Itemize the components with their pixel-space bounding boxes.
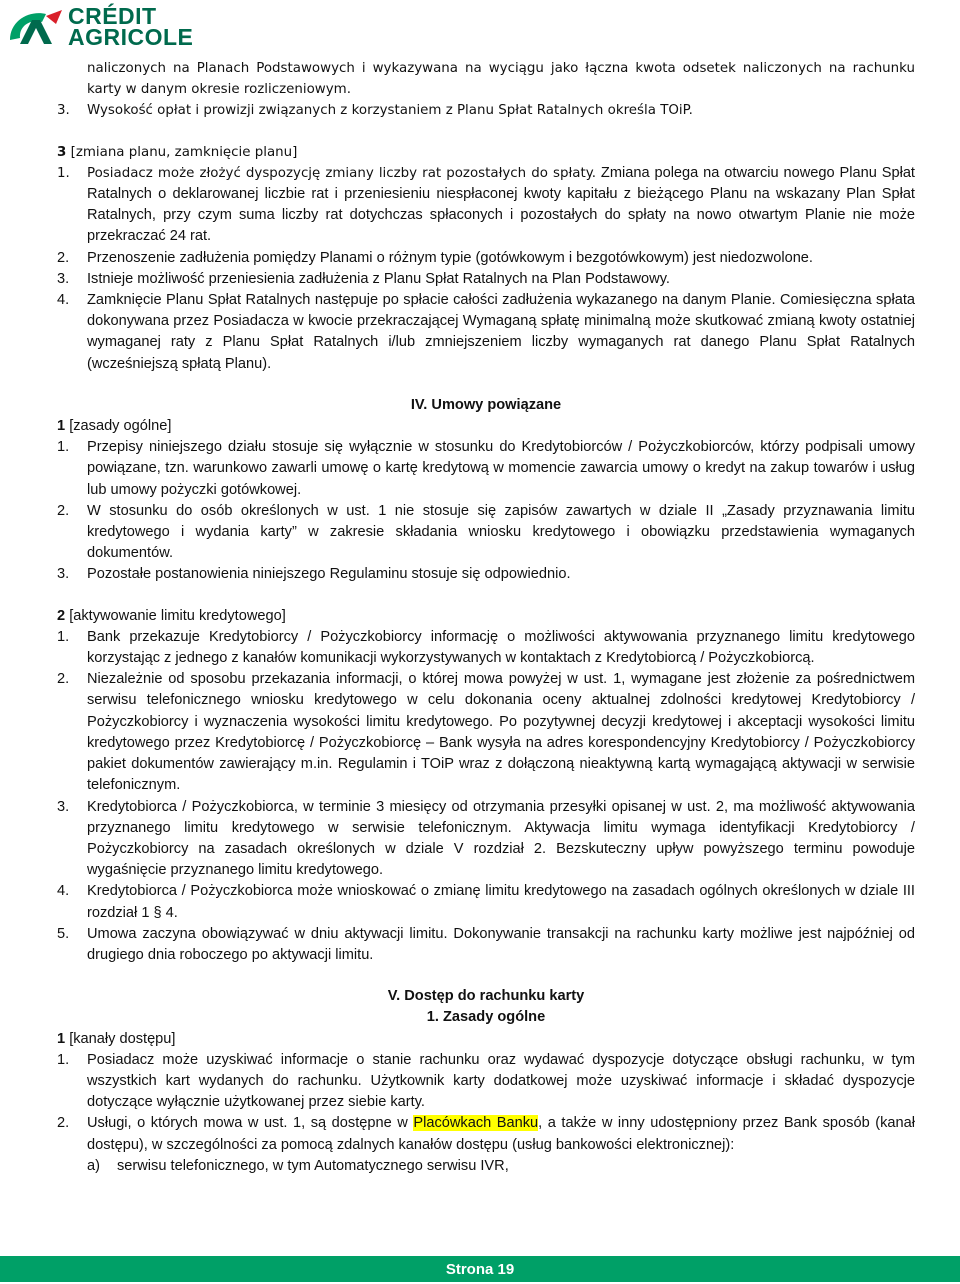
section-symbol: 2 (57, 607, 66, 624)
chapter-title: IV. Umowy powiązane (410, 396, 562, 413)
section-symbol: 1 (57, 418, 66, 435)
item-text: Bank przekazuje Kredytobiorcy / Pożyczkobiorcy informację o możliwości aktywowania przyznanego limitu kredytowego korzystając z jednego z kanałów komunikacji wykorzystywanych w kontaktach z Kredytobiorcą / Pożyczkobiorcą. (87, 628, 915, 667)
section-title: [zasady ogólne] (69, 418, 172, 435)
section-symbol: 3 (57, 144, 67, 160)
item-text-cont: , a także w inny udostępniony przez Bank sposób (kanał dostępu), w szczególności za pomocą zdalnych kanałów dostępu (usług bankowości elektronicznej): (87, 1115, 915, 1153)
paragraph: naliczonych na Planach Podstawowych i wykazywana na wyciągu jako łączna kwota odsetek naliczonych na rachunku karty w danym okresie rozliczeniowym. (87, 61, 915, 98)
chapter-title: V. Dostęp do rachunku karty (387, 988, 585, 1005)
item-number: 1. (57, 628, 70, 645)
list-item (57, 501, 915, 565)
item-text: W stosunku do osób określonych w ust. 1 nie stosuje się zapisów zawartych w dziale II „Zasady przyznawania limitu kredytowego i wydania karty” w zakresie składania wniosku kredytowego i obowiązku przedstawienia wymaganych dokumentów. (87, 502, 915, 562)
item-text: Umowa zaczyna obowiązywać w dniu aktywacji limitu. Dokonywanie transakcji na rachunku karty możliwe jest najpóźniej od drugiego dnia roboczego po aktywacji limitu. (87, 925, 915, 963)
list-item (57, 564, 915, 585)
item-text-cont: Zmiana polega na otwarciu nowego Planu Spłat Ratalnych o deklarowanej liczbie rat i przeniesieniu niespłaconej kwoty kapitału z bieżącego Planu na wskazany Plan Spłat Ratalnych, przy czym suma liczby rat dotychczas spłaconych i pozostałych do spłaty na nowo otwartym Planie nie może przekraczać 24 rat. (87, 164, 915, 245)
section-title: [aktywowanie limitu kredytowego] (69, 607, 286, 624)
section-heading (57, 142, 915, 163)
item-number: 2. (57, 502, 70, 519)
item-text: Posiadacz może złożyć dyspozycję zmiany liczby rat pozostałych do spłaty. (87, 165, 597, 181)
item-number: 4. (57, 292, 70, 309)
section-title: [kanały dostępu] (69, 1030, 176, 1047)
item-number: 3. (57, 798, 70, 815)
list-item (57, 669, 915, 796)
list-item (57, 163, 915, 248)
item-number: 2. (57, 249, 70, 266)
item-number: 4. (57, 883, 70, 900)
brand-line-2: AGRICOLE (68, 24, 194, 50)
brand-name (68, 3, 194, 50)
item-text: Istnieje możliwość przeniesienia zadłużenia z Planu Spłat Ratalnych na Plan Podstawowy. (87, 270, 670, 287)
item-number: 1. (57, 439, 70, 456)
list-item (57, 627, 915, 669)
item-text: Niezależnie od sposobu przekazania informacji, o której mowa powyżej w ust. 1, wymagane jest złożenie za pośrednictwem serwisu telefonicznego wniosku kredytowego w celu dokonania oceny aktualnej zdolności kredytowej Kredytobiorcy / Pożyczkobiorcy i wyznaczenia wysokości limitu kredytowego. Po pozytywnej decyzji kredytowej i akceptacji wysokości limitu kredytowego przez Kredytobiorcę / Pożyczkobiorcę – Bank wysyła na adres korespondencyjny Kredytobiorcy / Pożyczkobiorcy pakiet dokumentów zawierający m.in. Regulamin i TOiP wraz z dołączoną nieaktywną kartą wymagającą aktywacji w serwisie telefonicznym. (87, 671, 915, 794)
item-number: 1. (57, 165, 70, 181)
item-text: Przepisy niniejszego działu stosuje się wyłącznie w stosunku do Kredytobiorców / Pożyczkobiorców, którzy podpisali umowy powiązane, tzn. warunkowo zawarli umowę o kartę kredytową w momencie zawarcia umowy o kredyt na zakup towarów i usług lub umowy pożyczki gotówkowej. (87, 439, 915, 498)
chapter-subtitle: 1. Zasady ogólne (426, 1009, 546, 1026)
list-item (57, 269, 915, 290)
item-number: 2. (57, 671, 70, 688)
item-number: 2. (57, 1115, 70, 1132)
item-text: Kredytobiorca / Pożyczkobiorca, w terminie 3 miesięcy od otrzymania przesyłki opisanej w ust. 2, ma możliwość aktywowania przyznanego limitu kredytowego w serwisie telefonicznym. Aktywacja limitu wymaga identyfikacji Kredytobiorcy / Pożyczkobiorcy na zasadach określonych w dziale V rozdział 2. Bezskuteczny upływ powyższego terminu powoduje wygaśnięcie przyznanego limitu kredytowego. (87, 798, 915, 879)
document-body (57, 58, 915, 1177)
section-symbol: 1 (57, 1030, 66, 1047)
page-number: Strona 19 (445, 1261, 515, 1278)
item-number: 1. (57, 1051, 70, 1068)
page-footer (0, 1256, 960, 1282)
section-heading (57, 606, 915, 627)
list-item (57, 881, 915, 923)
item-text: Przenoszenie zadłużenia pomiędzy Planami o różnym typie (gotówkowym i bezgotówkowym) jest niedozwolone. (87, 249, 813, 266)
section-heading (57, 416, 915, 437)
brand-line-1: CRÉDIT (68, 3, 157, 29)
item-text: Usługi, o których mowa w ust. 1, są dostępne w (87, 1115, 414, 1132)
list-item (57, 248, 915, 269)
credit-agricole-logo (6, 3, 216, 50)
list-item (57, 797, 915, 882)
sub-item-letter: a) (87, 1157, 100, 1174)
list-item (57, 1113, 915, 1155)
section-title: [zmiana planu, zamknięcie planu] (70, 144, 298, 160)
list-item (57, 290, 915, 375)
item-number: 5. (57, 925, 70, 942)
item-number: 3. (57, 103, 70, 119)
item-number: 3. (57, 270, 70, 287)
item-number: 3. (57, 566, 70, 583)
item-text: Wysokość opłat i prowizji związanych z korzystaniem z Planu Spłat Ratalnych określa TOiP. (87, 103, 693, 119)
sub-list-item (57, 1156, 915, 1177)
credit-agricole-logo-icon (6, 6, 66, 50)
list-item (57, 100, 915, 121)
item-text: Pozostałe postanowienia niniejszego Regulaminu stosuje się odpowiednio. (87, 566, 571, 583)
list-item (57, 1050, 915, 1114)
highlighted-link-placowki-banku[interactable]: Placówkach Banku (413, 1115, 539, 1132)
item-text: Posiadacz może uzyskiwać informacje o stanie rachunku oraz wydawać dyspozycje dotyczące obsługi rachunku, w tym wszystkich kart wydanych do rachunku. Użytkownik karty dodatkowej może uzyskiwać informacje i składać dyspozycje dotyczące wyłącznie użytkowanej przez siebie karty. (87, 1051, 915, 1111)
item-text: Zamknięcie Planu Spłat Ratalnych następuje po spłacie całości zadłużenia wykazanego na danym Planie. Comiesięczna spłata dokonywana przez Posiadacza w kwocie przekraczającej Wymaganą spłatę minimalną może skutkować zmianą kwoty ostatniej wymaganej raty z Planu Spłat Ratalnych i/lub zmniejszeniem liczby wymaganych rat danego Planu Spłat Ratalnych (wcześniejszą spłatą Planu). (87, 292, 915, 372)
section-heading (57, 1029, 915, 1050)
sub-item-text: serwisu telefonicznego, w tym Automatycznego serwisu IVR, (117, 1157, 509, 1174)
list-item (57, 924, 915, 966)
item-text: Kredytobiorca / Pożyczkobiorca może wnioskować o zmianę limitu kredytowego na zasadach ogólnych określonych w dziale III rozdział 1 § 4. (87, 883, 915, 921)
list-item (57, 437, 915, 501)
